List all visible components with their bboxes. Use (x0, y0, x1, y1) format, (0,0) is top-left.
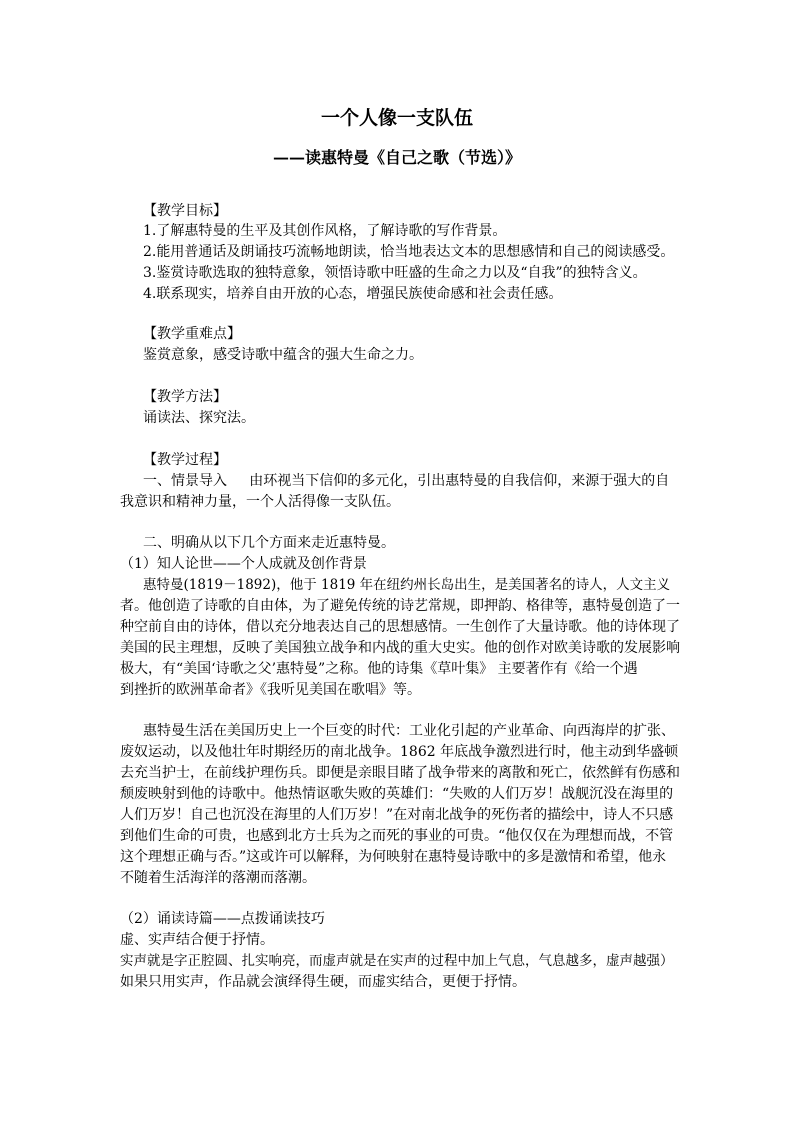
key-points-text: 鉴赏意象，感受诗歌中蕴含的强大生命之力。 (143, 347, 423, 363)
methods-text: 诵读法、探究法。 (143, 410, 255, 426)
goal-item: 3.鉴赏诗歌选取的独特意象，领悟诗歌中旺盛的生命之力以及“自我”的独特含义。 (143, 265, 647, 281)
sub-heading-recitation: （2）诵读诗篇——点拨诵读技巧 (120, 911, 325, 927)
section-heading-methods: 【教学方法】 (143, 389, 227, 405)
paragraph-line: 惠特曼(1819－1892)，他于 1819 年在纽约州长岛出生，是美国著名的诗人，人文主义 (143, 577, 671, 593)
paragraph-line: 到他们生命的可贵，也感到北方士兵为之而死的事业的可贵。“他仅仅在为理想而战，不管 (120, 828, 674, 844)
paragraph-line: 不随着生活海洋的落潮而落潮。 (120, 870, 316, 886)
paragraph-line: 极大，有“美国‘诗歌之父’惠特曼”之称。他的诗集《草叶集》 主要著作有《给一个遇 (120, 661, 638, 677)
paragraph-line: 这个理想正确与否。”这或许可以解释，为何映射在惠特曼诗歌中的多是激情和希望，他永 (120, 849, 667, 865)
part2-heading: 二、明确从以下几个方面来走近惠特曼。 (143, 535, 395, 551)
page-title: 一个人像一支队伍 (320, 107, 473, 129)
paragraph-line: 如果只用实声，作品就会演绎得生硬，而虚实结合，更便于抒情。 (120, 974, 526, 990)
section-heading-key-points: 【教学重难点】 (143, 326, 241, 342)
goal-item: 2.能用普通话及朗诵技巧流畅地朗读，恰当地表达文本的思想感情和自己的阅读感受。 (143, 244, 675, 260)
paragraph-line: 到挫折的欧洲革命者》《我听见美国在歌唱》等。 (120, 682, 421, 698)
section-heading-process: 【教学过程】 (143, 452, 227, 468)
paragraph-line: 种空前自由的诗体，借以充分地表达自己的思想感情。一生创作了大量诗歌。他的诗体现了 (120, 619, 680, 635)
paragraph-line: 者。他创造了诗歌的自由体，为了避免传统的诗艺常规，即押韵、格律等，惠特曼创造了一 (120, 598, 680, 614)
intro-line: 一、情景导入 由环视当下信仰的多元化，引出惠特曼的自我信仰，来源于强大的自 (143, 473, 670, 489)
paragraph-line: 美国的民主理想，反映了美国独立战争和内战的重大史实。他的创作对欧美诗歌的发展影响 (120, 640, 680, 656)
paragraph-line: 人们万岁！自己也沉没在海里的人们万岁！”在对南北战争的死伤者的描绘中，诗人不只感 (120, 807, 674, 823)
intro-line: 我意识和精神力量，一个人活得像一支队伍。 (120, 494, 400, 510)
page-subtitle: ——读惠特曼《自己之歌（节选）》 (272, 148, 521, 167)
paragraph-line: 去充当护士，在前线护理伤兵。即便是亲眼目睹了战争带来的离散和死亡，依然鲜有伤感和 (120, 765, 680, 781)
paragraph-line: 惠特曼生活在美国历史上一个巨变的时代：工业化引起的产业革命、向西海岸的扩张、 (143, 723, 675, 739)
goal-item: 1.了解惠特曼的生平及其创作风格，了解诗歌的写作背景。 (143, 223, 507, 239)
section-heading-goals: 【教学目标】 (143, 203, 227, 219)
paragraph-line: 废奴运动，以及他壮年时期经历的南北战争。1862 年底战争激烈进行时，他主动到华盛顿 (120, 744, 679, 760)
paragraph-line: 虚、实声结合便于抒情。 (120, 932, 274, 948)
goal-item: 4.联系现实，培养自由开放的心态，增强民族使命感和社会责任感。 (143, 286, 563, 302)
paragraph-line: 实声就是字正腔圆、扎实响亮，而虚声就是在实声的过程中加上气息，气息越多，虚声越强） (120, 953, 674, 969)
paragraph-line: 颓废映射到他的诗歌中。他热情讴歌失败的英雄们：“失败的人们万岁！战舰沉没在海里的 (120, 786, 674, 802)
sub-heading-context: （1）知人论世——个人成就及创作背景 (120, 556, 367, 572)
